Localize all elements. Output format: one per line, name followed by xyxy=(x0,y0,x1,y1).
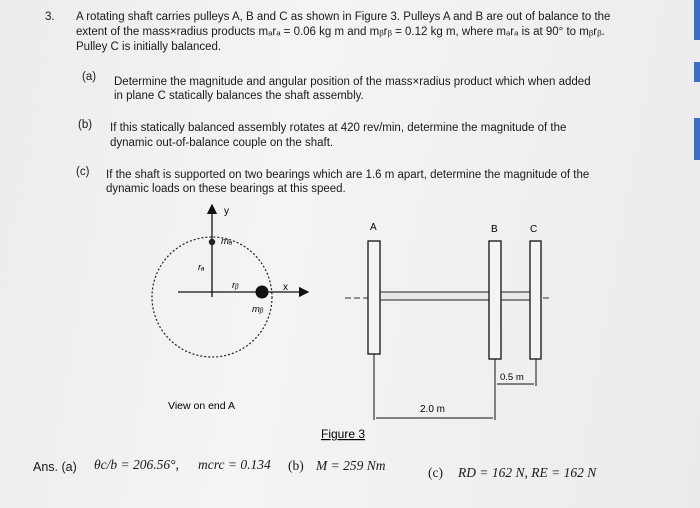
part-c-line-2: dynamic loads on these bearings at this speed. xyxy=(106,183,346,195)
x-axis-label: x xyxy=(283,282,288,293)
pulley-a-label: A xyxy=(370,222,377,233)
pulley-b xyxy=(489,241,501,359)
radius-a-label: rₐ xyxy=(198,262,205,273)
end-view-caption: View on end A xyxy=(168,400,235,412)
problem-intro-line-1: A rotating shaft carries pulleys A, B and C as shown in Figure 3. Pulleys A and B are out of balance to the xyxy=(76,11,611,23)
radius-b-label: rᵦ xyxy=(232,280,239,291)
y-axis-label: y xyxy=(224,206,229,217)
answer-a-theta: θc/b = 206.56°, xyxy=(94,457,179,472)
part-a-line-2: in plane C statically balances the shaft assembly. xyxy=(114,90,364,102)
problem-intro-line-2: extent of the mass×radius products mₐrₐ = 0.06 kg m and mᵦrᵦ = 0.12 kg m, where mₐrₐ is at 90° to mᵦrᵦ. xyxy=(76,26,605,38)
answer-c-value: RD = 162 N, RE = 162 N xyxy=(458,465,597,480)
mass-a-dot xyxy=(209,239,215,245)
part-c-line-1: If the shaft is supported on two bearings which are 1.6 m apart, determine the magnitude of the xyxy=(106,169,590,181)
dim-ab-label: 2.0 m xyxy=(420,404,446,415)
pulley-c-label: C xyxy=(530,224,538,235)
mass-a-label: mₐ xyxy=(221,236,233,247)
part-b-line-2: dynamic out-of-balance couple on the shaft. xyxy=(110,137,334,149)
part-a-line-1: Determine the magnitude and angular position of the mass×radius product which when added xyxy=(114,76,591,88)
figure-caption: Figure 3 xyxy=(321,427,366,441)
problem-intro-line-3: Pulley C is initially balanced. xyxy=(76,41,222,53)
part-c-label: (c) xyxy=(76,166,90,178)
part-a-label: (a) xyxy=(82,71,97,83)
pulley-a xyxy=(368,241,380,354)
answer-b-label: (b) xyxy=(288,458,304,473)
answer-c-label: (c) xyxy=(428,465,443,480)
part-b-label: (b) xyxy=(78,119,93,131)
pulley-c xyxy=(530,241,541,359)
shaft xyxy=(380,292,530,300)
problem-number: 3. xyxy=(45,11,55,23)
dim-bc-label: 0.5 m xyxy=(500,372,524,383)
answer-a-mr: mcrc = 0.134 xyxy=(198,457,271,472)
answer-b-value: M = 259 Nm xyxy=(316,458,386,473)
pulley-b-label: B xyxy=(491,224,498,235)
answer-prefix: Ans. (a) xyxy=(33,460,77,474)
end-view xyxy=(152,205,308,412)
mass-b-label: mᵦ xyxy=(252,304,264,315)
side-view xyxy=(345,222,552,420)
part-b-line-1: If this statically balanced assembly rotates at 420 rev/min, determine the magnitude of the xyxy=(110,122,567,134)
mass-b-dot xyxy=(256,286,269,299)
